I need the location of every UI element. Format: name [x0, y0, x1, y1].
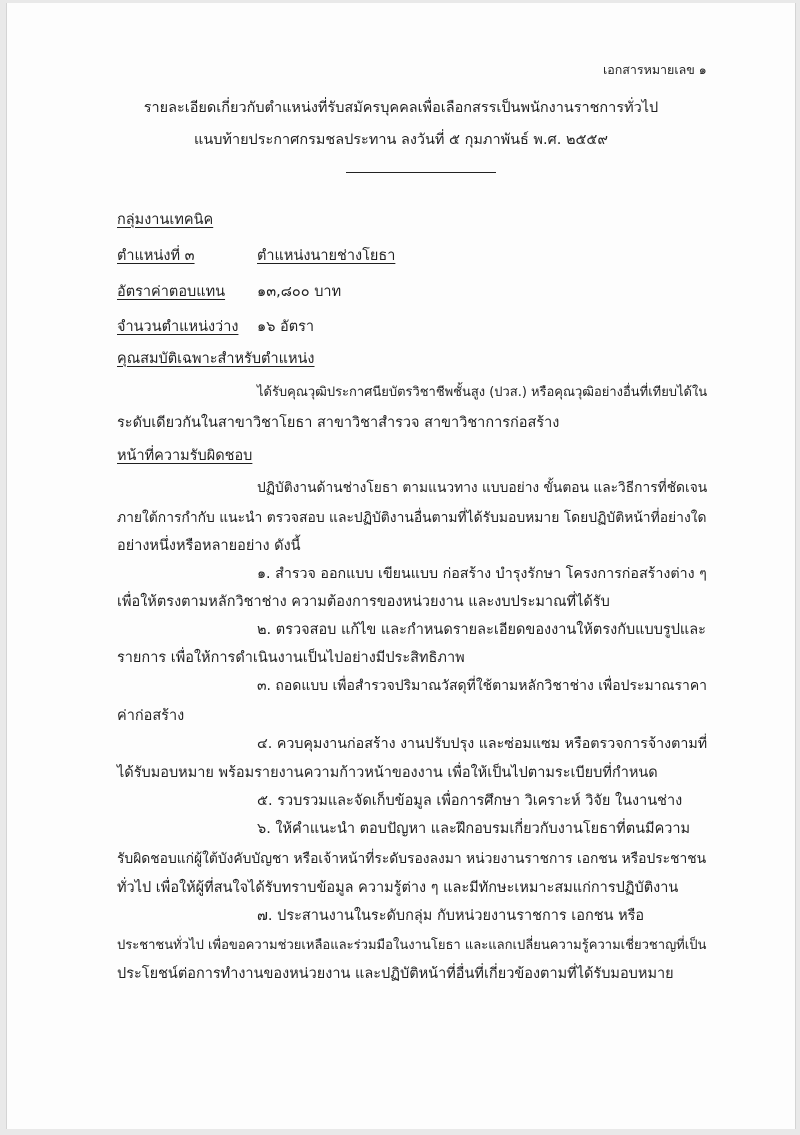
duty-intro-line1: ปฏิบัติงานด้านช่างโยธา ตามแนวทาง แบบอย่าง ขั้นตอน และวิธีการที่ชัดเจน	[257, 480, 708, 496]
duty-item-7-line3: ประโยชน์ต่อการทำงานของหน่วยงาน และปฏิบัติหน้าที่อื่นที่เกี่ยวข้องตามที่ได้รับมอบหมาย	[117, 966, 674, 982]
duty-item-3-line1: ๓. ถอดแบบ เพื่อสำรวจปริมาณวัสดุที่ใช้ตามหลักวิชาช่าง เพื่อประมาณราคา	[257, 678, 708, 694]
qualification-text-line1: ได้รับคุณวุฒิประกาศนียบัตรวิชาชีพชั้นสูง (ปวส.) หรือคุณวุฒิอย่างอื่นที่เทียบได้ใน	[257, 385, 708, 400]
duty-item-1-line2: เพื่อให้ตรงตามหลักวิชาช่าง ความต้องการของหน่วยงาน และงบประมาณที่ได้รับ	[117, 594, 610, 610]
position-value: ตำแหน่งนายช่างโยธา	[257, 248, 396, 264]
title-divider	[346, 172, 496, 173]
duty-item-1-line1: ๑. สำรวจ ออกแบบ เขียนแบบ ก่อสร้าง บำรุงรักษา โครงการก่อสร้างต่าง ๆ	[257, 566, 707, 582]
position-label: ตำแหน่งที่ ๓	[117, 248, 195, 264]
duty-intro-line2: ภายใต้การกำกับ แนะนำ ตรวจสอบ และปฏิบัติงานอื่นตามที่ได้รับมอบหมาย โดยปฏิบัติหน้าที่อย่างใด	[117, 510, 707, 526]
duty-item-2-line1: ๒. ตรวจสอบ แก้ไข และกำหนดรายละเอียดของงานให้ตรงกับแบบรูปและ	[257, 622, 706, 638]
salary-label: อัตราค่าตอบแทน	[117, 284, 226, 300]
document-title: รายละเอียดเกี่ยวกับตำแหน่งที่รับสมัครบุคคลเพื่อเลือกสรรเป็นพนักงานราชการทั่วไป	[143, 100, 659, 116]
duty-item-6-line3: ทั่วไป เพื่อให้ผู้ที่สนใจได้รับทราบข้อมูล ความรู้ต่าง ๆ และมีทักษะเหมาะสมแก่การปฏิบัติงาน	[117, 880, 679, 896]
duty-intro-line3: อย่างหนึ่งหรือหลายอย่าง ดังนี้	[117, 538, 301, 554]
group-heading: กลุ่มงานเทคนิค	[117, 212, 214, 228]
vacancy-value: ๑๖ อัตรา	[257, 319, 315, 335]
qualification-text-line2: ระดับเดียวกันในสาขาวิชาโยธา สาขาวิชาสำรวจ สาขาวิชาการก่อสร้าง	[117, 415, 560, 431]
duty-item-7-line2: ประชาชนทั่วไป เพื่อขอความช่วยเหลือและร่วมมือในงานโยธา และแลกเปลี่ยนความรู้ความเชี่ยวชาญที่เป็น	[117, 938, 707, 953]
document-number: เอกสารหมายเลข ๑	[603, 62, 707, 77]
duty-item-4-line2: ได้รับมอบหมาย พร้อมรายงานความก้าวหน้าของงาน เพื่อให้เป็นไปตามระเบียบที่กำหนด	[117, 765, 658, 781]
duty-item-4-line1: ๔. ควบคุมงานก่อสร้าง งานปรับปรุง และซ่อมแซม หรือตรวจการจ้างตามที่	[257, 736, 708, 752]
duty-item-5-line1: ๕. รวบรวมและจัดเก็บข้อมูล เพื่อการศึกษา วิเคราะห์ วิจัย ในงานช่าง	[257, 793, 683, 809]
duty-item-3-line2: ค่าก่อสร้าง	[117, 708, 185, 724]
qualification-heading: คุณสมบัติเฉพาะสำหรับตำแหน่ง	[117, 351, 315, 367]
duty-item-6-line1: ๖. ให้คำแนะนำ ตอบปัญหา และฝึกอบรมเกี่ยวกับงานโยธาที่ตนมีความ	[257, 821, 691, 837]
duty-item-2-line2: รายการ เพื่อให้การดำเนินงานเป็นไปอย่างมีประสิทธิภาพ	[117, 650, 465, 666]
duty-item-6-line2: รับผิดชอบแก่ผู้ใต้บังคับบัญชา หรือเจ้าหน้าที่ระดับรองลงมา หน่วยงานราชการ เอกชน หรือประชาชน	[117, 851, 707, 867]
duty-heading: หน้าที่ความรับผิดชอบ	[117, 448, 253, 464]
salary-value: ๑๓,๘๐๐ บาท	[257, 284, 342, 300]
duty-item-7-line1: ๗. ประสานงานในระดับกลุ่ม กับหน่วยงานราชการ เอกชน หรือ	[257, 908, 645, 924]
document-page	[6, 3, 796, 1129]
document-subtitle: แนบท้ายประกาศกรมชลประทาน ลงวันที่ ๕ กุมภาพันธ์ พ.ศ. ๒๕๕๙	[194, 132, 608, 148]
vacancy-label: จำนวนตำแหน่งว่าง	[117, 319, 239, 335]
